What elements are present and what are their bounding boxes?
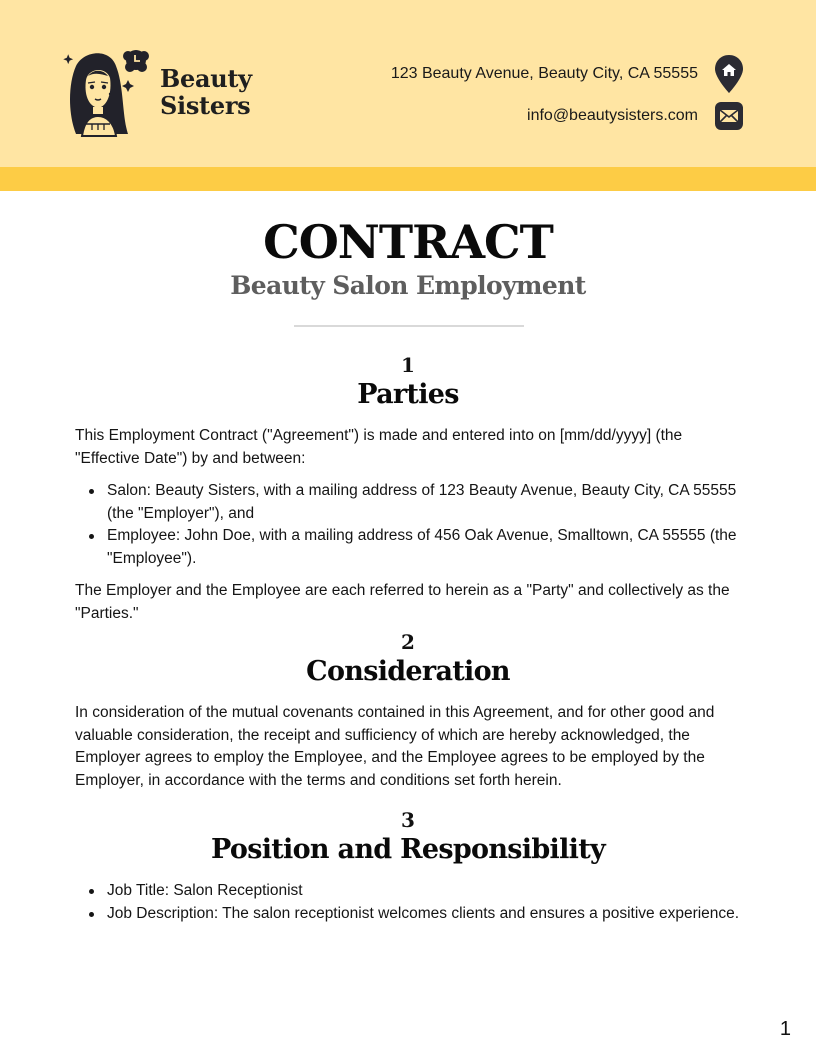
list-item: Job Title: Salon Receptionist bbox=[87, 880, 741, 903]
brand-name bbox=[160, 65, 252, 119]
section-body: In consideration of the mutual covenants contained in this Agreement, and for other good and valuable consideration, the receipt and sufficiency of which are hereby acknowledged, the Employer agrees to employ the Employee, and the Employee agrees to be employed by the Employer, in accordance with the terms and conditions set forth herein. bbox=[75, 704, 715, 789]
woman-portrait-logo-icon bbox=[62, 44, 152, 139]
section-position bbox=[75, 807, 741, 925]
title-block bbox=[0, 214, 816, 302]
document-subtitle: Beauty Salon Employment bbox=[230, 271, 586, 300]
list-item: Job Description: The salon receptionist welcomes clients and ensures a positive experience. bbox=[87, 903, 741, 926]
brand-name-line1: Beauty bbox=[160, 63, 252, 93]
address-row bbox=[391, 54, 744, 94]
document-title: CONTRACT bbox=[263, 215, 553, 269]
location-pin-home-icon bbox=[714, 54, 744, 94]
email-text[interactable]: info@beautysisters.com bbox=[527, 107, 698, 124]
section-outro: The Employer and the Employee are each referred to herein as a "Party" and collectively as the "Parties." bbox=[75, 582, 730, 622]
header-accent-band bbox=[0, 167, 816, 191]
section-title: Parties bbox=[357, 379, 459, 410]
section-number: 3 bbox=[401, 808, 415, 832]
brand-name-line2: Sisters bbox=[160, 90, 251, 120]
parties-list bbox=[87, 480, 741, 570]
email-row bbox=[391, 96, 744, 136]
title-divider bbox=[294, 325, 524, 327]
section-title: Consideration bbox=[306, 656, 510, 687]
section-number: 1 bbox=[401, 353, 415, 377]
list-item: Salon: Beauty Sisters, with a mailing address of 123 Beauty Avenue, Beauty City, CA 55555 (the "Employer"), and bbox=[87, 480, 741, 525]
header bbox=[0, 0, 816, 167]
section-intro: This Employment Contract ("Agreement") is made and entered into on [mm/dd/yyyy] (the "Effective Date") by and between: bbox=[75, 427, 683, 467]
position-list bbox=[87, 880, 741, 925]
section-consideration bbox=[75, 629, 741, 792]
section-parties bbox=[75, 352, 741, 625]
section-title: Position and Responsibility bbox=[211, 834, 605, 865]
section-number: 2 bbox=[401, 630, 415, 654]
document-body bbox=[75, 352, 741, 925]
brand-logo bbox=[62, 44, 252, 139]
contact-info bbox=[391, 54, 744, 138]
list-item: Employee: John Doe, with a mailing address of 456 Oak Avenue, Smalltown, CA 55555 (the "Employee"). bbox=[87, 525, 741, 570]
envelope-icon bbox=[714, 96, 744, 136]
address-text: 123 Beauty Avenue, Beauty City, CA 55555 bbox=[390, 65, 698, 82]
page-number: 1 bbox=[779, 1018, 791, 1040]
